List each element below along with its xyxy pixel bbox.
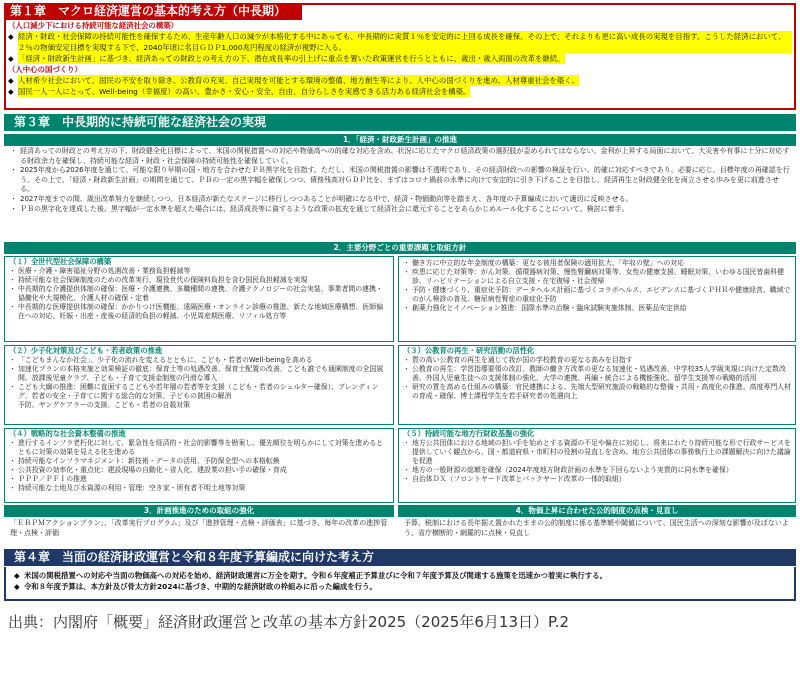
list-item: ・ 加速化プランの本格実施と効果検証の徹底：保育士等の処遇改善、保育士配置の改善、こども誰でも通園制度の全国展開、放課後児童クラブ、子ども・子育て支援金制度の円滑な導入 xyxy=(9,365,384,382)
policy-box-children xyxy=(4,345,394,425)
chapter1-subheading-1: （人口減少下における持続可能な経済社会の構築） xyxy=(8,21,178,30)
list-item: ・ 研究の質を高める仕組みの構築：官民連携による、先端大型研究施設の戦略的な整備・共用・高度化の推進、高度専門人材の育成・確保、博士課程学生を若手研究者の処遇向上 xyxy=(403,383,791,400)
section1-bar: 1．「経済・財政新生計画」の推進 xyxy=(4,134,796,146)
list-item: ・ こども大綱の推進：困難に直面するこどもや若年層の若者等を支援（こども・若者のシェルター確保）、ブレンディング、若者の安全・子育てに関する総合的な対策、子どもの貧困の解消 xyxy=(9,383,379,400)
source-caption: 出典：内閣府「概要」経済財政運営と改革の基本方針2025（2025年6月13日）P.2 xyxy=(8,613,570,631)
diamond-bullet-icon: ◆ xyxy=(8,76,14,85)
diamond-bullet-icon: ◆ xyxy=(8,54,14,63)
chapter4-body xyxy=(4,567,796,601)
box-title: （３）公教育の再生・研究活動の活性化 xyxy=(403,346,535,355)
policy-box-local-finance xyxy=(398,428,796,503)
box-title: （２）少子化対策及びこども・若者政策の推進 xyxy=(9,346,163,355)
chapter1-bullet-4: ◆ 国民一人一人にとって、Well-being（幸福度）の高い、豊かさ・安心・安全、自由、自分らしさを実感できる活力ある経済社会を構築。 xyxy=(8,87,471,96)
list-item: ・ 地方公共団体における地域の担い手を始めとする資源の不足や偏在に対応し、将来にわたり持続可能な形で行政サービスを提供していく観点から、国・都道府県・市町村の役割の見直しを含め、地方公共団体の事務執行上の課題解決に向けた議論を促進 xyxy=(403,439,791,465)
section1-line: ・ 2027年度までの間、歳出改革努力を継続しつつ、日本経済が新たなステージに移行しつつあることが明確になる中で、経済・物価動向等を踏まえ、各年度の予算編成において適切に反映させる。 xyxy=(10,194,633,203)
section1-line: ・ 経済あっての財政との考え方の下、財政健全化目標によって、米国の関税措置への対応や物価高への的確な対応を含め、状況に応じたマクロ経済政策の選択肢が歪められてはならない。金利が上昇する局面において、大災害や有事に十分に対応する財政余力を確保し、持続可能な経済・財政・社会保障の持続可能性を確保していく。 xyxy=(10,147,790,165)
diamond-bullet-icon: ◆ xyxy=(14,571,20,580)
section1-text xyxy=(4,146,796,240)
list-item: 予防、ヤングケアラーの支援、こども・若者の自殺対策 xyxy=(18,401,191,409)
box-title: （４）戦略的な社会資本整備の推進 xyxy=(9,429,126,438)
list-item: ・ 持続可能なインフラマネジメント：新技術・データの活用、予防保全型への本格転換 xyxy=(9,457,280,465)
chapter4-title: 第４章 当面の経済財政運営と令和８年度予算編成に向けた考え方 xyxy=(4,549,796,566)
list-item: ・ 疾患に応じた対策等：がん対策、循環器病対策、慢性腎臓病対策等、女性の健康支援、睡眠対策、いわゆる国民皆歯科健診、リハビリテーションによる自立支援・在宅復帰・社会復帰 xyxy=(403,268,785,285)
policy-box-social-security xyxy=(4,256,394,342)
list-item: ・ 持続可能な土地及び水資源の利用・管理：空き家・所有者不明土地等対策 xyxy=(9,484,246,492)
diamond-bullet-icon: ◆ xyxy=(8,87,14,96)
section4-text: 予算、税制における長年据え置かれたままの公的制度に係る基準額や閾値について、国民生活への深刻な影響が及ばないよう、省庁横断的・網羅的に点検・見直し xyxy=(404,519,789,537)
chapter1-bullet-1: ◆ 経済・財政・社会保障の持続可能性を確保するため、生産年齢人口の減少が本格化する中にあっても、中長期的に実質１％を安定的に上回る成長を確保。その上で、それよりも更に高い成長の実現を目指す。こうした経済において、２％の物価安定目標を実現する下で、2040年頃に名目ＧＤＰ1,000兆円程度の経済が視野に入る。 xyxy=(8,31,792,53)
chapter1-body xyxy=(8,20,792,97)
list-item: ・ 予防・健康づくり、重症化予防：データヘルス計画に基づくコラボヘルス、エビデンスに基づくＰＨＲや健康経営、職域でのがん検診の普及、糖尿病性腎症の重症化予防 xyxy=(403,286,791,303)
list-item: ・ 中長期的な医療提供体制の確保：かかりつけ医機能、遠隔医療・オンライン診療の推進、新たな地域医療構想、医師偏在への対応、妊娠・出産・産後の経済的負担の軽減、小児周産期医療、リフィル処方等 xyxy=(9,303,383,320)
list-item: ・ 質の高い公教育の再生を通じて我が国の学校教育の更なる高みを目指す xyxy=(403,356,633,364)
list-item: ・ 持続可能な社会保障制度のための改革実行、現役世代の保険料負担を含む国民負担軽減を実現 xyxy=(9,276,308,284)
policy-box-infrastructure xyxy=(4,428,394,503)
diamond-bullet-icon: ◆ xyxy=(8,32,14,41)
list-item: ・ 働き方に中立的な年金制度の構築：更なる被用者保険の適用拡大、「年収の壁」への対応 xyxy=(403,259,685,267)
box-body xyxy=(399,439,795,484)
chapter4-bullet-1: ◆ 米国の関税措置への対応や当面の物価高への対応を始め、経済財政運営に万全を期す。令和６年度補正予算並びに令和７年度予算及び関連する施策を迅速かつ着実に執行する。 xyxy=(14,571,607,580)
list-item: ・ 自治体ＤＸ（フロントヤード改革とバックヤード改革の一体的取組） xyxy=(403,475,626,483)
list-item: ・ 「こどもまんなか社会」、少子化の流れを変えるとともに、こども・若者のWell-beingを高める xyxy=(9,356,313,364)
policy-box-education xyxy=(398,345,796,425)
chapter4-bullet-2: ◆ 令和８年度予算は、本方針及び骨太方針2024に基づき、中期的な経済財政の枠組みに沿った編成を行う。 xyxy=(14,582,377,591)
section1-line: ・ ＰＢの黒字化を達成した後、黒字幅が一定水準を超えた場合には、経済成長等に資するような政策の拡充を通じて経済社会に還元することをあらかじめルール化することについて、検討に着手。 xyxy=(10,204,629,213)
list-item: ・ 進行するインフラ老朽化に対して、緊急性を経済的・社会的影響等を勘案し、優先順位を明らかにして対策を進めるとともに対策の効果を見える化を進める xyxy=(9,439,384,456)
section3-text: 「ＥＢＰＭアクションプラン」、「改革実行プログラム」及び「進捗管理・点検・評価表」に基づき、毎年の改革の進捗管理・点検・評価 xyxy=(10,519,388,537)
list-item: ・ 地方の一般財源の総額を確保（2024年度地方財政計画の水準を下回らないよう実質的に同水準を確保） xyxy=(403,466,733,474)
section1-line: ・ 2025年度から2026年度を通じて、可能な限り早期の国・地方を合わせたＰＢ黒字化を目指す。ただし、米国の関税措置の影響は不透明であり、その経済財政への影響の検証を行い、的確に対応すべきであり、必要に応じ、目標年度の再確認を行う。その上で、「経済・財政新生計画」の期間を通じて、ＰＢの一定の黒字幅を確保しつつ、債務残高対ＧＤＰ比を、まずはコロナ禍前の水準に向けて安定的に引き下げることを目指し、経済再生と財政健全化を両立させる歩みを更に前進させる。 xyxy=(10,166,790,194)
chapter1-bullet-2: ◆ 「経済・財政新生計画」に基づき、経済あっての財政との考え方の下、潜在成長率の引上げに重点を置いた政策運営を行うとともに、歳出・歳入両面の改革を継続。 xyxy=(8,54,565,63)
section2-bar: 2．主要分野ごとの重要課題と取組方針 xyxy=(4,242,796,254)
box-body xyxy=(5,356,393,410)
box-body xyxy=(399,257,795,313)
section4-bar: 4．物価上昇に合わせた公的制度の点検・見直し xyxy=(398,505,796,517)
chapter1-subheading-2: （人中心の国づくり） xyxy=(8,65,82,74)
list-item: ・ 公共投資の効率化・重点化：建設現場の自動化・省人化、建設業の担い手の確保・育成 xyxy=(9,466,287,474)
box-body xyxy=(5,439,393,493)
box-body xyxy=(5,267,393,321)
policy-box-social-security-continued xyxy=(398,256,796,342)
diamond-bullet-icon: ◆ xyxy=(14,582,20,591)
section3-bar: 3．計画推進のための取組の強化 xyxy=(4,505,394,517)
list-item: ・ ＰＰＰ／ＰＦＩの推進 xyxy=(9,475,87,483)
chapter1-title: 第１章 マクロ経済運営の基本的考え方（中長期） xyxy=(4,3,302,20)
list-item: ・ 医療・介護・障害福祉分野の処遇改善・業務負担軽減等 xyxy=(9,267,191,275)
box-title: （５）持続可能な地方行財政基盤の強化 xyxy=(403,429,535,438)
chapter3-title: 第３章 中長期的に持続可能な経済社会の実現 xyxy=(4,114,796,131)
list-item: ・ 公教育の再生：学習指導要領の改訂、教師の働き方改革の更なる加速化・処遇改善、中学校35人学級実現に向けた定数改善、外国人児童生徒への支援体制の強化、大学の連携、再編・統合による機能強化、留学生支援等の戦略的活用 xyxy=(403,365,786,382)
list-item: ・ 創薬力強化とイノベーション推進：国際水準の治験・臨床試験実施体制、医薬品安定供給 xyxy=(403,304,687,312)
chapter1-bullet-3: ◆ 人材希少社会において、国民の不安を取り除き、公教育の充実、自己実現を可能とする環境の整備、地方創生等により、人中心の国づくりを進め、人材尊重社会を築く。 xyxy=(8,76,579,85)
box-title: （１）全世代型社会保障の構築 xyxy=(9,257,112,266)
box-body xyxy=(399,356,795,401)
list-item: ・ 中長期的な介護提供体制の確保：医療・介護連携、多職種間の連携、介護テクノロジーの社会実装、事業者間の連携・協働化や大規模化、介護人材の確保・定着 xyxy=(9,285,383,302)
